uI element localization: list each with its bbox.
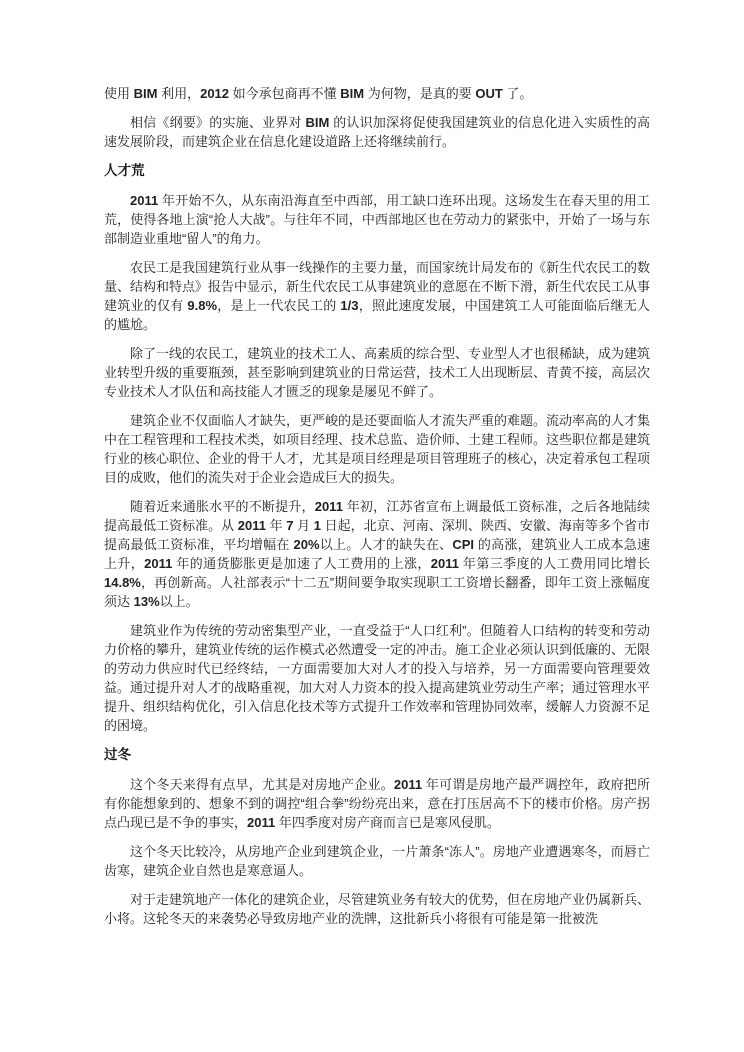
paragraph-demographic-dividend: 建筑业作为传统的劳动密集型产业，一直受益于“人口红利”。但随着人口结构的转变和劳动力价格的攀升，建筑业传统的运作模式必然遭受一定的冲击。施工企业必须认识到低廉的、无限的劳动力供应时代已经终结，一方面需要加大对人才的投入与培养，另一方面需要向管理要效益。通过提升对人才的战略重视，加大对人力资本的投入提高建筑业劳动生产率；通过管理水平提升、组织结构优化，引入信息化技术等方式提升工作效率和管理协同效率，缓解人力资源不足的困境。 (104, 623, 651, 733)
paragraph-winter-cold: 这个冬天比较冷，从房地产企业到建筑企业，一片萧条“冻人”。房地产业遭遇寒冬，而唇亡齿寒，建筑企业自然也是寒意逼人。 (104, 844, 650, 878)
paragraph-bim-out: 使用 BIM 利用，2012 如今承包商再不懂 BIM 为何物，是真的要 OUT 了。 (104, 86, 533, 101)
paragraph-outline-belief: 相信《纲要》的实施、业界对 BIM 的认识加深将促使我国建筑业的信息化进入实质性的高速发展阶段，而建筑企业在信息化建设道路上还将继续前行。 (104, 115, 650, 149)
paragraph-winter-came-early: 这个冬天来得有点早，尤其是对房地产企业。2011 年可谓是房地产最严调控年，政府把所有你能想象到的、想象不到的调控“组合拳”纷纷亮出来，意在打压居高不下的楼市价格。房产拐点凸现已是不争的事实，2011 年四季度对房产商而言已是寒风侵肌。 (104, 777, 650, 830)
paragraph-integrated-developers: 对于走建筑地产一体化的建筑企业，尽管建筑业务有较大的优势，但在房地产业仍属新兵、小将。这轮冬天的来袭势必导致房地产业的洗牌，这批新兵小将很有可能是第一批被洗 (104, 892, 651, 926)
heading-talent-shortage: 人才荒 (104, 163, 145, 178)
paragraph-skilled-workers-scarce: 除了一线的农民工，建筑业的技术工人、高素质的综合型、专业型人才也很稀缺，成为建筑业转型升级的重要瓶颈，甚至影响到建筑业的日常运营，技术工人出现断层、青黄不接，高层次专业技术人才队伍和高技能人才匮乏的现象是屡见不鲜了。 (104, 346, 651, 399)
paragraph-wage-inflation: 随着近来通胀水平的不断提升，2011 年初，江苏省宣布上调最低工资标准，之后各地陆续提高最低工资标准。从 2011 年 7 月 1 日起，北京、河南、深圳、陕西、安徽、海南等多个省市提高最低工资标准，平均增幅在 20%以上。人才的缺失在、CPI 的高涨，建筑业人工成本急速上升，2011 年的通货膨胀更是加速了人工费用的上涨，2011 年第三季度的人工费用同比增长 14.8%，再创新高。人社部表示“十二五”期间要争取实现职工工资增长翻番，即年工资上涨幅度须达 13%以上。 (104, 499, 650, 609)
document-content (104, 84, 650, 938)
paragraph-migrant-workers: 农民工是我国建筑行业从事一线操作的主要力量，而国家统计局发布的《新生代农民工的数量、结构和特点》报告中显示，新生代农民工从事建筑业的意愿在不断下滑，新生代农民工从事建筑业的仅有 9.8%，是上一代农民工的 1/3，照此速度发展，中国建筑工人可能面临后继无人的尴尬。 (104, 260, 651, 332)
heading-surviving-winter: 过冬 (104, 747, 131, 762)
paragraph-labor-shortage-2011: 2011 年开始不久，从东南沿海直至中西部，用工缺口连环出现。这场发生在春天里的用工荒，使得各地上演“抢人大战”。与往年不同，中西部地区也在劳动力的紧张中，开始了一场与东部制造业重地“留人”的角力。 (104, 193, 650, 246)
paragraph-talent-turnover: 建筑企业不仅面临人才缺失，更严峻的是还要面临人才流失严重的难题。流动率高的人才集中在工程管理和工程技术类，如项目经理、技术总监、造价师、土建工程师。这些职位都是建筑行业的核心职位、企业的骨干人才，尤其是项目经理是项目管理班子的核心，决定着承包工程项目的成败，他们的流失对于企业会造成巨大的损失。 (104, 413, 651, 485)
